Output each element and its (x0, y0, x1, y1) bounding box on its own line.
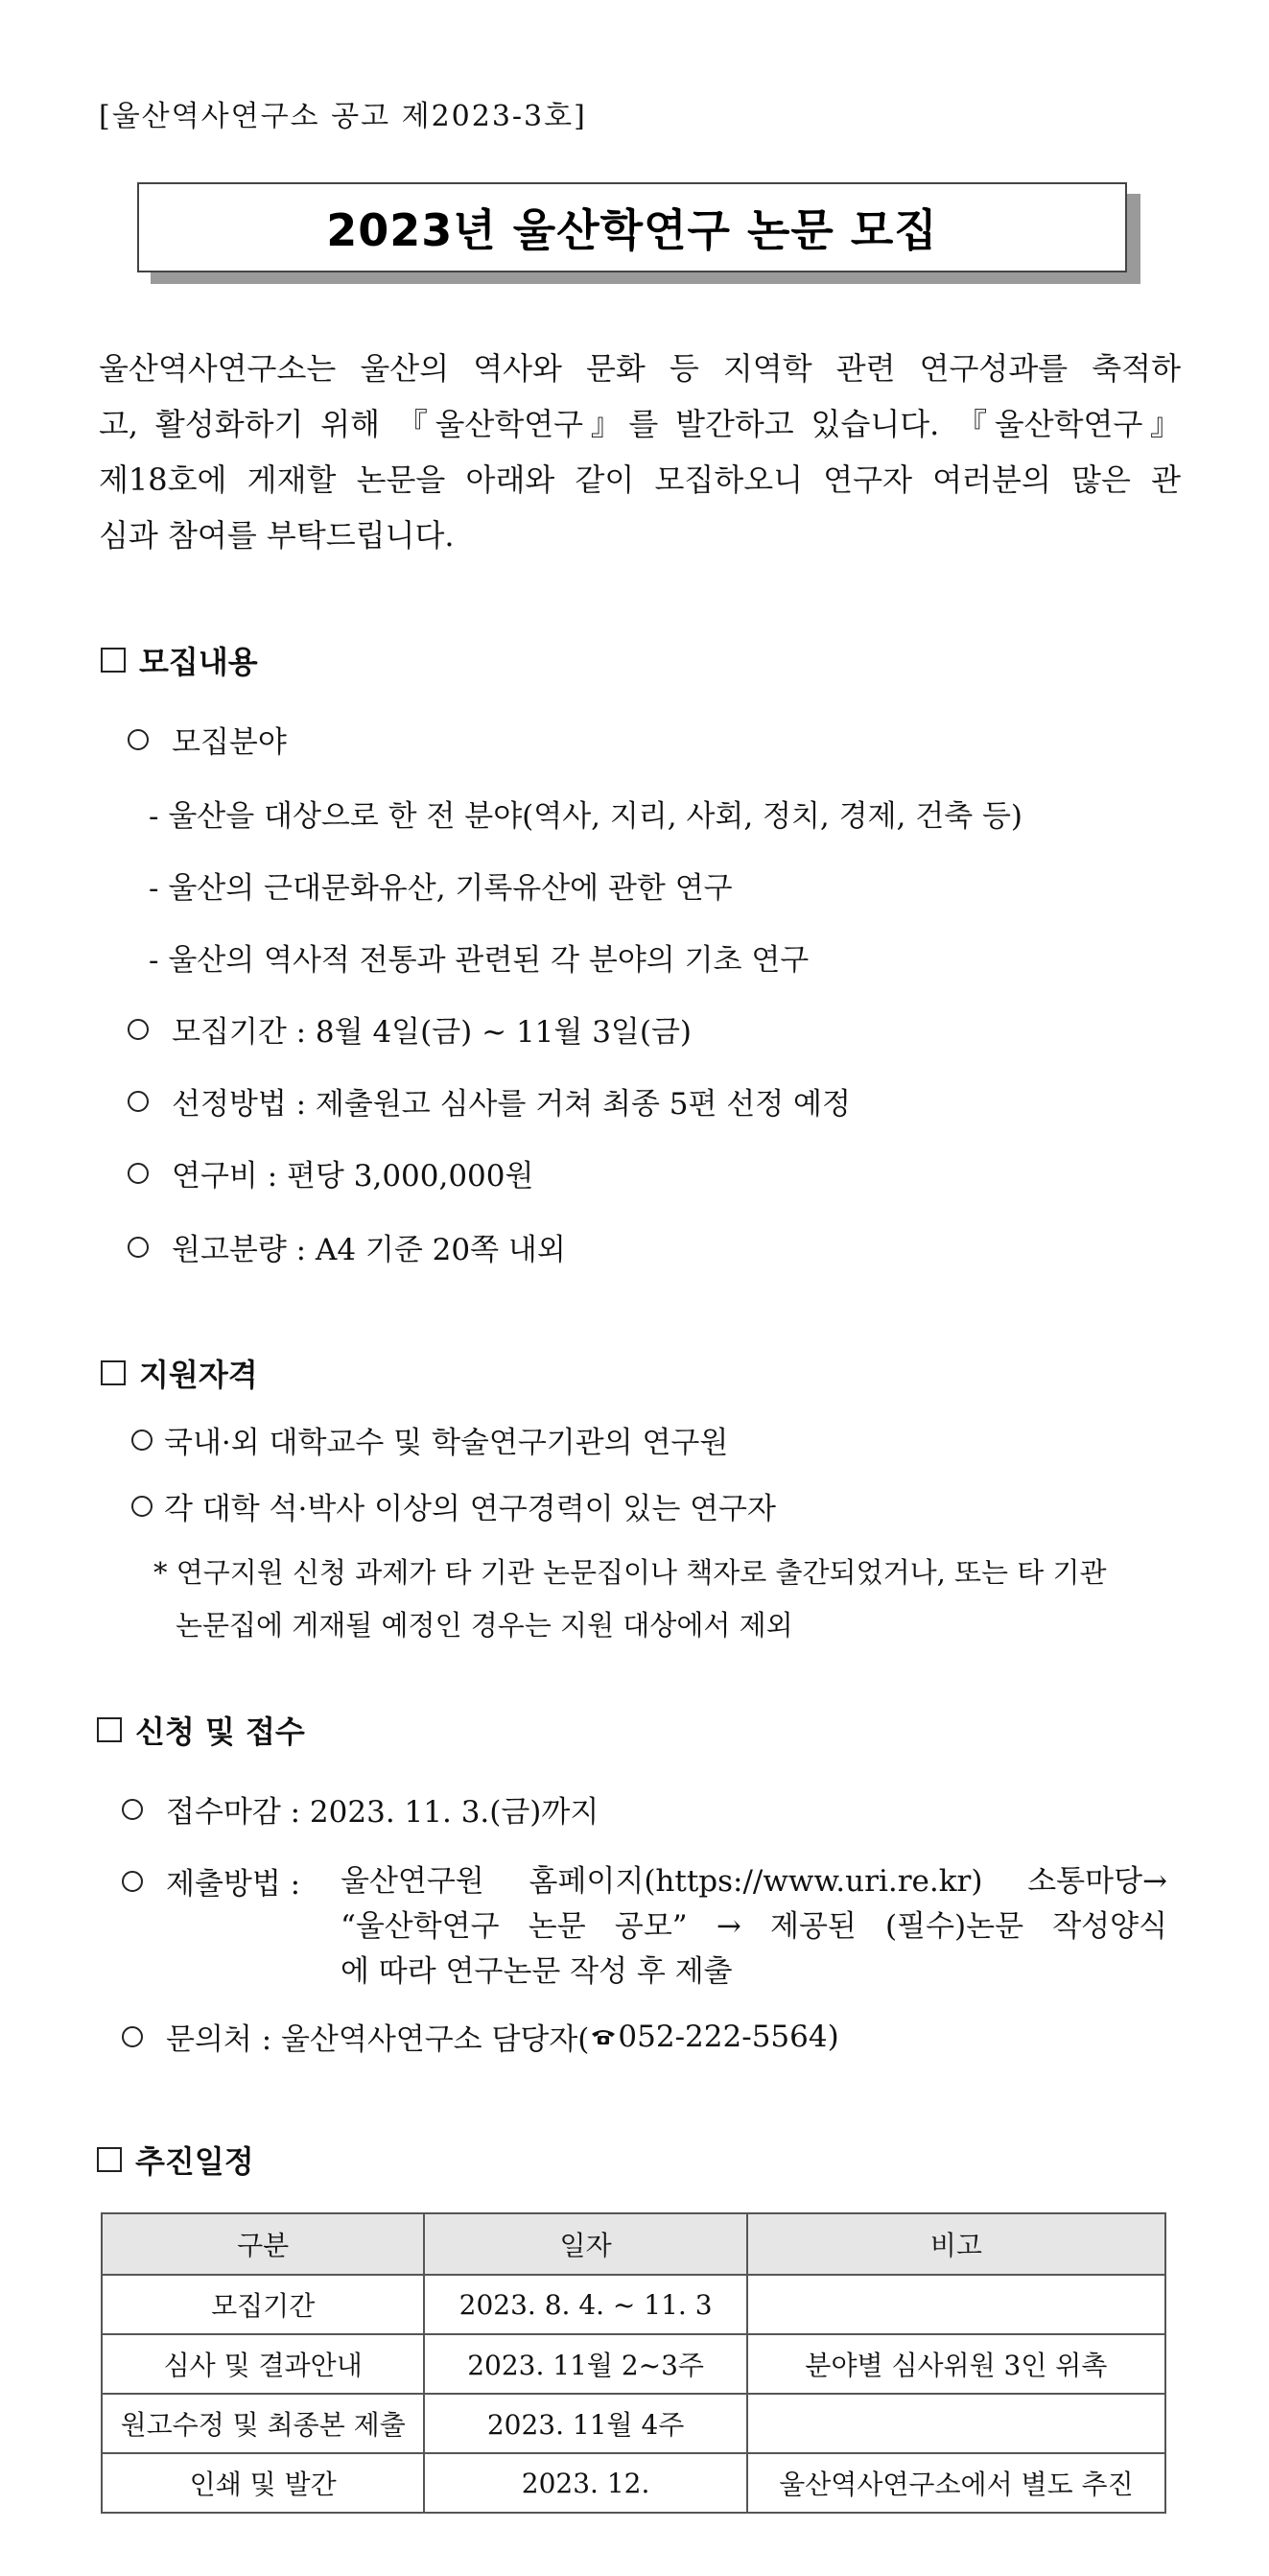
circle-bullet-icon (131, 1496, 153, 1517)
table-cell: 울산역사연구소에서 별도 추진 (747, 2453, 1165, 2513)
method-line: 울산연구원 홈페이지(https://www.uri.re.kr) 소통마당→ (341, 1864, 1167, 1899)
field-item: - 울산의 근대문화유산, 기록유산에 관한 연구 (149, 871, 733, 906)
contact-prefix: 문의처 : 울산역사연구소 담당자( (166, 2022, 590, 2057)
checkbox-square-icon (97, 2147, 122, 2172)
eligibility-item-text: 국내·외 대학교수 및 학술연구기관의 연구원 (164, 1426, 729, 1460)
table-row (102, 2275, 1165, 2334)
selection-method (128, 1079, 851, 1123)
circle-bullet-icon (128, 729, 149, 750)
checkbox-square-icon (101, 1360, 126, 1385)
field-item: - 울산의 역사적 전통과 관련된 각 분야의 기초 연구 (149, 943, 810, 978)
column-header: 일자 (424, 2213, 746, 2275)
submission-method-label (122, 1859, 300, 1902)
section-heading-schedule (97, 2138, 254, 2182)
table-cell: 심사 및 결과안내 (102, 2334, 424, 2394)
circle-bullet-icon (122, 2026, 143, 2047)
table-cell: 2023. 12. (424, 2453, 746, 2513)
field-item: - 울산을 대상으로 한 전 분야(역사, 지리, 사회, 정치, 경제, 건축 등) (149, 799, 1023, 834)
eligibility-note-line2: 논문집에 게재될 예정인 경우는 지원 대상에서 제외 (176, 1609, 793, 1642)
intro-paragraph (99, 341, 1181, 563)
notice-number: [울산역사연구소 공고 제2023-3호] (99, 100, 587, 133)
table-cell (747, 2275, 1165, 2334)
circle-bullet-icon (128, 1237, 149, 1258)
intro-line: 제18호에 게재할 논문을 아래와 같이 모집하오니 연구자 여러분의 많은 관 (99, 461, 1181, 498)
method-line: 에 따라 연구논문 작성 후 제출 (341, 1954, 733, 1989)
section-heading-label: 지원자격 (139, 1357, 258, 1393)
recruit-period (128, 1007, 692, 1051)
submission-method-text (341, 1859, 1167, 1995)
circle-bullet-icon (122, 1871, 143, 1892)
table-row (102, 2334, 1165, 2394)
method-line: “울산학연구 논문 공모” → 제공된 (필수)논문 작성양식 (341, 1909, 1167, 1944)
circle-bullet-icon (128, 1019, 149, 1040)
application-deadline (122, 1787, 599, 1831)
circle-bullet-icon (131, 1430, 153, 1451)
checkbox-square-icon (97, 1717, 122, 1742)
manuscript-length (128, 1225, 566, 1268)
schedule-table (101, 2212, 1166, 2514)
eligibility-note-line1: * 연구지원 신청 과제가 타 기관 논문집이나 책자로 출간되었거나, 또는 타 기관 (153, 1556, 1107, 1589)
column-header: 비고 (747, 2213, 1165, 2275)
recruit-field (128, 718, 287, 761)
research-fund (128, 1151, 533, 1194)
title-box (137, 182, 1127, 272)
table-cell: 인쇄 및 발간 (102, 2453, 424, 2513)
checkbox-square-icon (101, 648, 126, 673)
table-cell: 2023. 11월 2~3주 (424, 2334, 746, 2394)
column-header: 구분 (102, 2213, 424, 2275)
section-heading-label: 추진일정 (135, 2143, 254, 2180)
circle-bullet-icon (128, 1091, 149, 1112)
application-deadline-text: 접수마감 : 2023. 11. 3.(금)까지 (166, 1795, 599, 1830)
intro-line: 울산역사연구소는 울산의 역사와 문화 등 지역학 관련 연구성과를 축적하 (99, 350, 1181, 387)
section-heading-eligibility (101, 1351, 258, 1395)
recruit-period-text: 모집기간 : 8월 4일(금) ~ 11월 3일(금) (172, 1015, 692, 1050)
circle-bullet-icon (122, 1799, 143, 1820)
intro-line: 고, 활성화하기 위해 『울산학연구』를 발간하고 있습니다. 『울산학연구』 (99, 406, 1181, 442)
circle-bullet-icon (128, 1163, 149, 1184)
table-cell: 원고수정 및 최종본 제출 (102, 2394, 424, 2453)
recruit-field-label: 모집분야 (172, 725, 287, 760)
table-cell: 2023. 11월 4주 (424, 2394, 746, 2453)
section-heading-application (97, 1708, 305, 1752)
table-row (102, 2453, 1165, 2513)
section-heading-label: 모집내용 (139, 644, 258, 680)
contact-phone: 052-222-5564) (618, 2019, 839, 2054)
submission-method-label-text: 제출방법 : (166, 1867, 301, 1902)
section-heading-recruit (101, 638, 258, 682)
intro-line: 심과 참여를 부탁드립니다. (99, 517, 455, 554)
page-title: 2023년 울산학연구 논문 모집 (326, 204, 938, 256)
eligibility-item-text: 각 대학 석·박사 이상의 연구경력이 있는 연구자 (164, 1492, 776, 1526)
telephone-icon (591, 2028, 616, 2045)
table-row (102, 2394, 1165, 2453)
table-cell: 2023. 8. 4. ~ 11. 3 (424, 2275, 746, 2334)
eligibility-item (131, 1484, 776, 1527)
table-header-row (102, 2213, 1165, 2275)
table-cell: 모집기간 (102, 2275, 424, 2334)
manuscript-length-text: 원고분량 : A4 기준 20쪽 내외 (172, 1233, 566, 1267)
table-cell: 분야별 심사위원 3인 위촉 (747, 2334, 1165, 2394)
selection-method-text: 선정방법 : 제출원고 심사를 거쳐 최종 5편 선정 예정 (172, 1087, 851, 1122)
eligibility-item (131, 1418, 728, 1461)
contact-info (122, 2015, 839, 2058)
section-heading-label: 신청 및 접수 (135, 1713, 305, 1750)
table-cell (747, 2394, 1165, 2453)
research-fund-text: 연구비 : 편당 3,000,000원 (172, 1159, 534, 1193)
